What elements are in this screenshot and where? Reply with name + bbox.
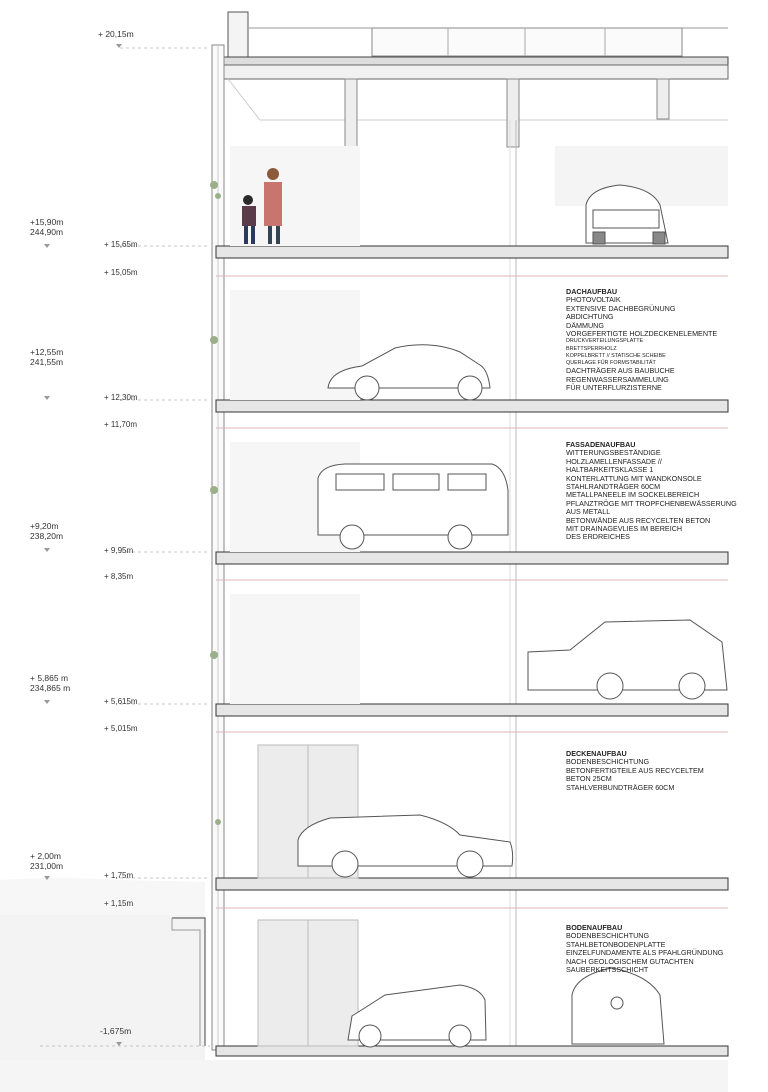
level-l4-abs: 241,55m	[30, 357, 64, 367]
note-line: BETON 25CM	[566, 774, 612, 784]
level-marker-icon	[116, 1042, 122, 1046]
note-line: DRUCKVERTEILUNGSPLATTE	[566, 338, 644, 345]
level-marker-icon	[44, 700, 50, 704]
car-vw-bus	[318, 464, 508, 549]
roof	[222, 12, 728, 147]
level-marker-icon	[44, 876, 50, 880]
note-line: EXTENSIVE DACHBEGRÜNUNG	[566, 303, 676, 313]
car-small	[348, 985, 486, 1047]
level-basement: -1,675m	[100, 1026, 132, 1036]
level-mid-4: + 11,70m	[104, 420, 137, 429]
note-line: BODENBESCHICHTUNG	[566, 931, 650, 941]
note-line: HALTBARKEITSKLASSE 1	[566, 465, 654, 475]
level-mid-1: + 15,65m	[104, 240, 138, 249]
note-line: STAHLRANDTRÄGER 60CM	[566, 482, 661, 492]
note-line: PHOTOVOLTAIK	[566, 295, 621, 305]
note-line: BETONWÄNDE AUS RECYCELTEN BETON	[566, 515, 711, 525]
level-l1-abs: 231,00m	[30, 861, 64, 871]
note-line: EINZELFUNDAMENTE ALS PFAHLGRÜNDUNG	[566, 948, 724, 958]
note-title: DECKENAUFBAU	[566, 749, 627, 758]
note-line: PFLANZTRÖGE MIT TROPFCHENBEWÄSSERUNG	[566, 498, 737, 508]
level-mid-10: + 1,15m	[104, 899, 134, 908]
level-mid-5: + 9,95m	[104, 546, 134, 555]
note-line: DÄMMUNG	[566, 320, 604, 330]
note-line: NACH GEOLOGISCHEM GUTACHTEN	[566, 956, 694, 966]
note-line: HOLZLAMELLENFASSADE //	[566, 456, 662, 466]
level-marker-icon	[116, 44, 122, 48]
note-line: AUS METALL	[566, 507, 611, 517]
level-marker-icon	[44, 548, 50, 552]
note-title: DACHAUFBAU	[566, 287, 618, 296]
level-l4-rel: +12,55m	[30, 347, 64, 357]
note-bodenaufbau	[566, 924, 723, 974]
level-mid-8: + 5,015m	[104, 724, 138, 733]
note-line: QUERLAGE FÜR FORMSTABILITÄT	[566, 360, 656, 367]
level-mid-3: + 12,30m	[104, 393, 138, 402]
note-line: DES ERDREICHES	[566, 532, 630, 542]
car-jeep	[528, 620, 727, 699]
note-deckenaufbau	[566, 750, 704, 792]
level-l1-rel: + 2,00m	[30, 851, 61, 861]
note-line: FÜR UNTERFLURZISTERNE	[566, 383, 662, 393]
interior-shading	[230, 146, 728, 1046]
level-mid-7: + 5,615m	[104, 697, 138, 706]
note-line: STAHLVERBUNDTRÄGER 60CM	[566, 782, 675, 792]
note-line: BETONFERTIGTEILE AUS RECYCELTEM	[566, 765, 704, 775]
note-line: BRETTSPERRHOLZ	[566, 345, 617, 352]
level-mid-9: + 1,75m	[104, 871, 134, 880]
level-l5-rel: +15,90m	[30, 217, 64, 227]
level-l2-rel: + 5,865 m	[30, 673, 69, 683]
note-line: REGENWASSERSAMMELUNG	[566, 374, 669, 384]
level-l3-abs: 238,20m	[30, 531, 64, 541]
note-line: DACHTRÄGER AUS BAUBUCHE	[566, 366, 675, 376]
note-line: VORGEFERTIGTE HOLZDECKENELEMENTE	[566, 329, 718, 339]
note-line: METALLPANEELE IM SOCKELBEREICH	[566, 490, 700, 500]
level-l2-abs: 234,865 m	[30, 683, 71, 693]
level-top: + 20,15m	[98, 29, 134, 39]
note-line: MIT DRAINAGEVLIES IM BEREICH	[566, 524, 683, 534]
level-marker-icon	[44, 396, 50, 400]
level-marker-icon	[44, 244, 50, 248]
note-line: BODENBESCHICHTUNG	[566, 757, 650, 767]
note-dachaufbau	[566, 288, 717, 392]
car-mercedes-front	[572, 968, 664, 1044]
note-line: WITTERUNGSBESTÄNDIGE	[566, 448, 661, 458]
note-line: KONTERLATTUNG MIT WANDKONSOLE	[566, 473, 702, 483]
level-mid-2: + 15,05m	[104, 268, 138, 277]
level-l3-rel: +9,20m	[30, 521, 59, 531]
note-title: BODENAUFBAU	[566, 923, 623, 932]
note-line: ABDICHTUNG	[566, 312, 614, 322]
note-title: FASSADENAUFBAU	[566, 440, 636, 449]
level-mid-6: + 8,35m	[104, 572, 134, 581]
level-l5-abs: 244,90m	[30, 227, 64, 237]
note-line: STAHLBETONBODENPLATTE	[566, 939, 666, 949]
note-line: SAUBERKEITSSCHICHT	[566, 965, 649, 975]
note-line: KOPPELBRETT // STATISCHE SCHEIBE	[566, 352, 666, 359]
note-fassadenaufbau	[566, 441, 737, 542]
